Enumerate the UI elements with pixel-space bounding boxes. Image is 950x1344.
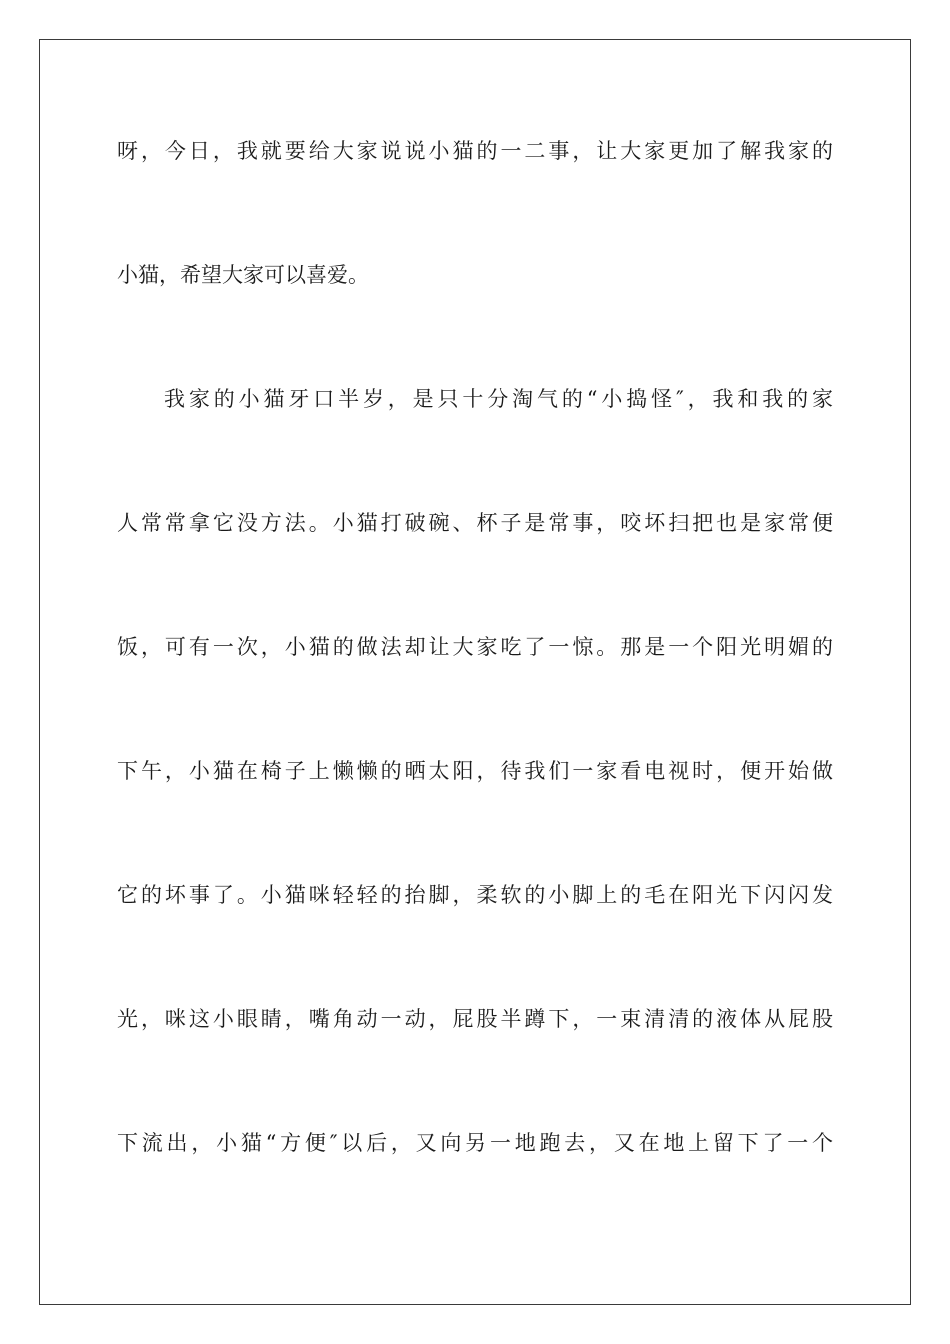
text-line-5: 饭，可有一次，小猫的做法却让大家吃了一惊。那是一个阳光明媚的 [117,635,833,659]
text-line-2: 小猫，希望大家可以喜爱。 [117,263,369,287]
text-line-4: 人常常拿它没方法。小猫打破碗、杯子是常事，咬坏扫把也是家常便 [117,511,833,535]
text-line-7: 它的坏事了。小猫咪轻轻的抬脚，柔软的小脚上的毛在阳光下闪闪发 [117,883,833,907]
page-frame [39,39,911,1305]
text-line-9: 下流出，小猫“方便″以后，又向另一地跑去，又在地上留下了一个 [117,1131,833,1155]
text-line-8: 光，咪这小眼睛，嘴角动一动，屁股半蹲下，一束清清的液体从屁股 [117,1007,833,1031]
text-line-3: 我家的小猫牙口半岁，是只十分淘气的“小捣怪″，我和我的家 [164,387,833,411]
text-line-1: 呀，今日，我就要给大家说说小猫的一二事，让大家更加了解我家的 [117,139,833,163]
text-line-6: 下午，小猫在椅子上懒懒的晒太阳，待我们一家看电视时，便开始做 [117,759,833,783]
